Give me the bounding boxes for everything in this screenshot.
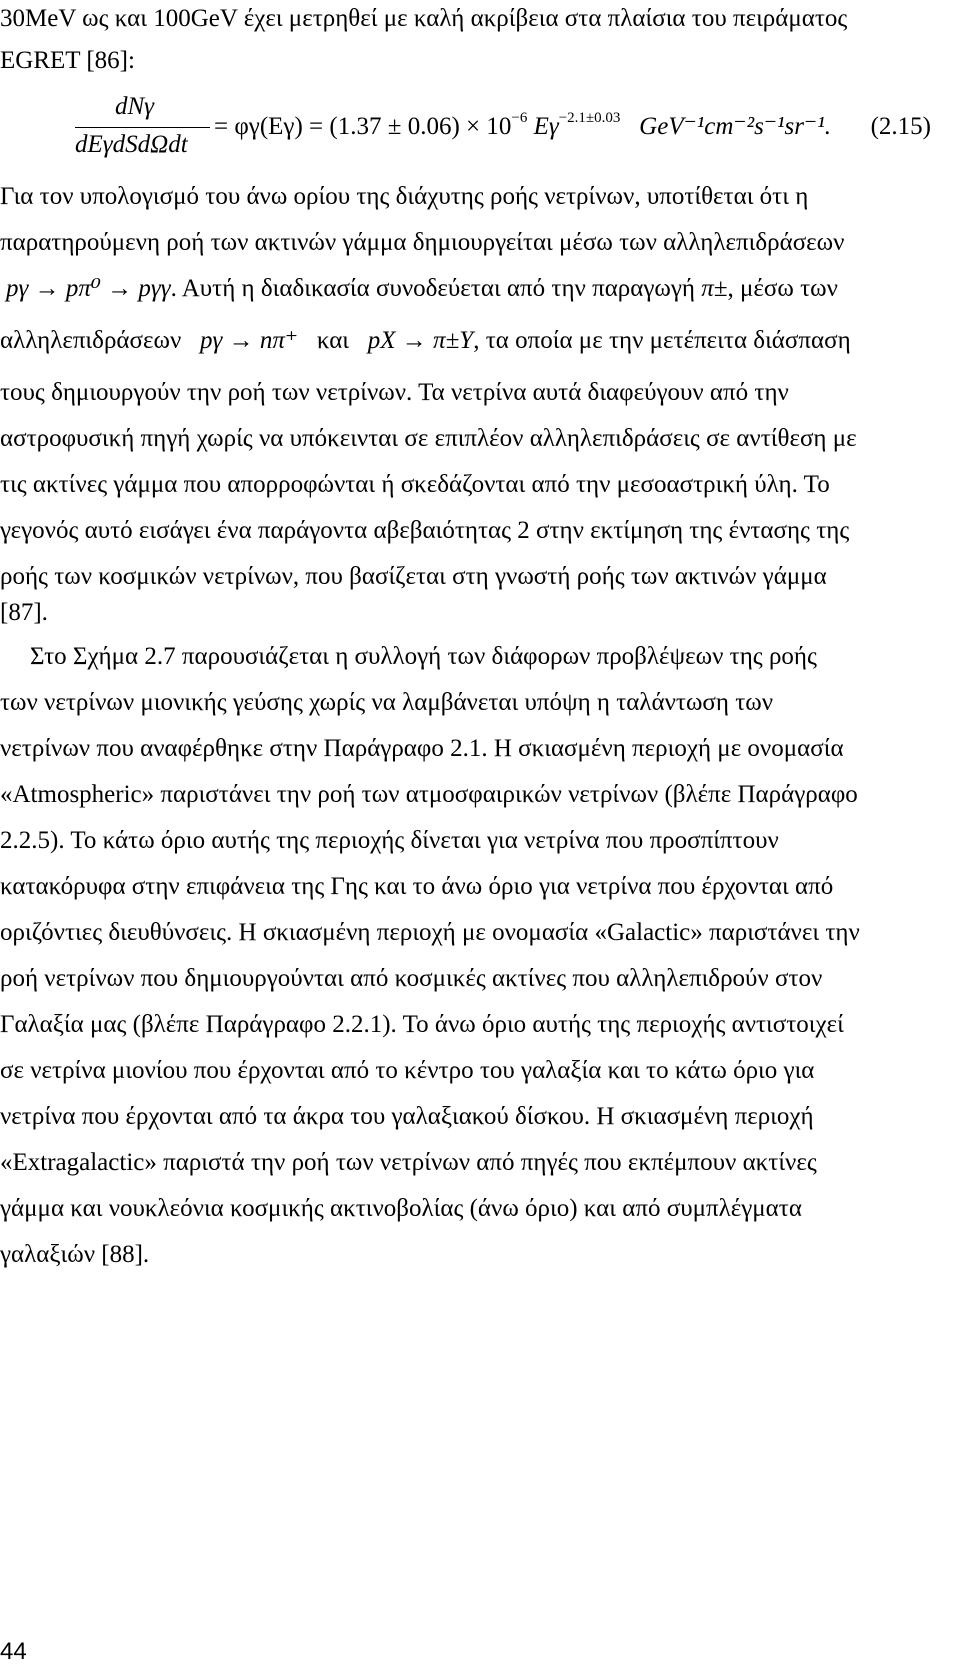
p1-line-5: τους δημιουργούν την ροή των νετρίνων. Τα νετρίνα αυτά διαφεύγουν από την bbox=[0, 379, 789, 406]
p1-line-3-text: . Αυτή η διαδικασία συνοδεύεται από την παραγωγή bbox=[170, 275, 695, 302]
p1-line-3-end: , μέσω των bbox=[727, 275, 838, 302]
p2-line-13: γάμμα και νουκλεόνια κοσμικής ακτινοβολίας (άνω όριο) και από συμπλέγματα bbox=[0, 1195, 802, 1222]
formula-pgamma-npi: pγ → nπ⁺ bbox=[200, 327, 299, 354]
equation-spectral-index: −2.1±0.03 bbox=[558, 110, 621, 126]
p2-line-5: 2.2.5). Το κάτω όριο αυτής της περιοχής δίνεται για νετρίνα που προσπίπτουν bbox=[0, 827, 779, 854]
page-number: 44 bbox=[0, 1638, 27, 1665]
p1-line-4-end: , τα οποία με την μετέπειτα διάσπαση bbox=[473, 327, 851, 354]
p2-line-2: των νετρίνων μιονικής γεύσης χωρίς να λαμβάνεται υπόψη η ταλάντωση των bbox=[0, 689, 774, 716]
p2-line-12: «Extragalactic» παριστά την ροή των νετρίνων από πηγές που εκπέμπουν ακτίνες bbox=[0, 1149, 817, 1176]
fraction-bar bbox=[75, 127, 210, 128]
p1-line-8: γεγονός αυτό εισάγει ένα παράγοντα αβεβαιότητας 2 στην εκτίμηση της έντασης της bbox=[0, 517, 850, 544]
p1-line-4-start: αλληλεπιδράσεων bbox=[0, 327, 182, 354]
p1-line-9: ροής των κοσμικών νετρίνων, που βασίζεται στη γνωστή ροής των ακτινών γάμμα bbox=[0, 563, 827, 590]
formula-pi-pm: π± bbox=[701, 275, 728, 302]
p2-line-10: σε νετρίνα μιονίου που έρχονται από το κέντρο του γαλαξία και το κάτω όριο για bbox=[0, 1057, 815, 1084]
equation-2-15 bbox=[0, 92, 931, 162]
p1-line-2: παρατηρούμενη ροή των ακτινών γάμμα δημιουργείται μέσω των αλληλεπιδράσεων bbox=[0, 229, 845, 256]
equation-units: GeV⁻¹cm⁻²s⁻¹sr⁻¹. bbox=[639, 113, 831, 140]
p2-line-6: κατακόρυφα στην επιφάνεια της Γης και το άνω όριο για νετρίνα που έρχονται από bbox=[0, 873, 834, 900]
intro-line-2: EGRET [86]: bbox=[0, 47, 135, 74]
p2-line-9: Γαλαξία μας (βλέπε Παράγραφο 2.2.1). Το άνω όριο αυτής της περιοχής αντιστοιχεί bbox=[0, 1011, 844, 1038]
p1-line-1: Για τον υπολογισμό του άνω ορίου της διάχυτης ροής νετρίνων, υποτίθεται ότι η bbox=[0, 183, 809, 210]
p2-line-8: ροή νετρίνων που δημιουργούνται από κοσμικές ακτίνες που αλληλεπιδρούν στον bbox=[0, 965, 823, 992]
equation-rhs bbox=[214, 110, 831, 147]
intro-line-1: 30MeV ως και 100GeV έχει μετρηθεί με καλή ακρίβεια στα πλαίσια του πειράματος bbox=[0, 5, 848, 32]
p2-line-4: «Atmospheric» παριστάνει την ροή των ατμοσφαιρικών νετρίνων (βλέπε Παράγραφο bbox=[0, 781, 858, 808]
p1-line-4-and: και bbox=[316, 327, 350, 354]
p2-line-11: νετρίνα που έρχονται από τα άκρα του γαλαξιακού δίσκου. Η σκιασμένη περιοχή bbox=[0, 1103, 814, 1130]
equation-number: (2.15) bbox=[870, 113, 931, 140]
p2-line-14: γαλαξιών [88]. bbox=[0, 1241, 150, 1268]
p1-line-3 bbox=[0, 272, 931, 306]
p2-line-7: οριζόντιες διευθύνσεις. Η σκιασμένη περιοχή με ονομασία «Galactic» παριστάνει την bbox=[0, 919, 860, 946]
p2-line-1: Στο Σχήμα 2.7 παρουσιάζεται η συλλογή των διάφορων προβλέψεων της ροής bbox=[30, 643, 817, 670]
equation-exponent-neg6: −6 bbox=[511, 110, 528, 126]
equation-denominator: dEγdSdΩdt bbox=[75, 131, 188, 158]
p1-line-4 bbox=[0, 324, 931, 358]
p2-line-3: νετρίνων που αναφέρθηκε στην Παράγραφο 2.1. Η σκιασμένη περιοχή με ονομασία bbox=[0, 735, 844, 762]
formula-pgamma-pi0: pγ → pπ⁰ → pγγ bbox=[6, 275, 171, 302]
equation-rhs-main: = φγ(Eγ) = (1.37 ± 0.06) × 10 bbox=[214, 113, 512, 140]
p1-line-6: αστροφυσική πηγή χωρίς να υπόκεινται σε επιπλέον αλληλεπιδράσεις σε αντίθεση με bbox=[0, 425, 857, 452]
equation-numerator: dNγ bbox=[115, 93, 155, 120]
p1-line-7: τις ακτίνες γάμμα που απορροφώνται ή σκεδάζονται από την μεσοαστρική ύλη. Το bbox=[0, 471, 830, 498]
equation-energy: Eγ bbox=[533, 113, 559, 140]
formula-px-piY: pX → π±Y bbox=[367, 327, 474, 354]
p1-line-10: [87]. bbox=[0, 599, 48, 626]
